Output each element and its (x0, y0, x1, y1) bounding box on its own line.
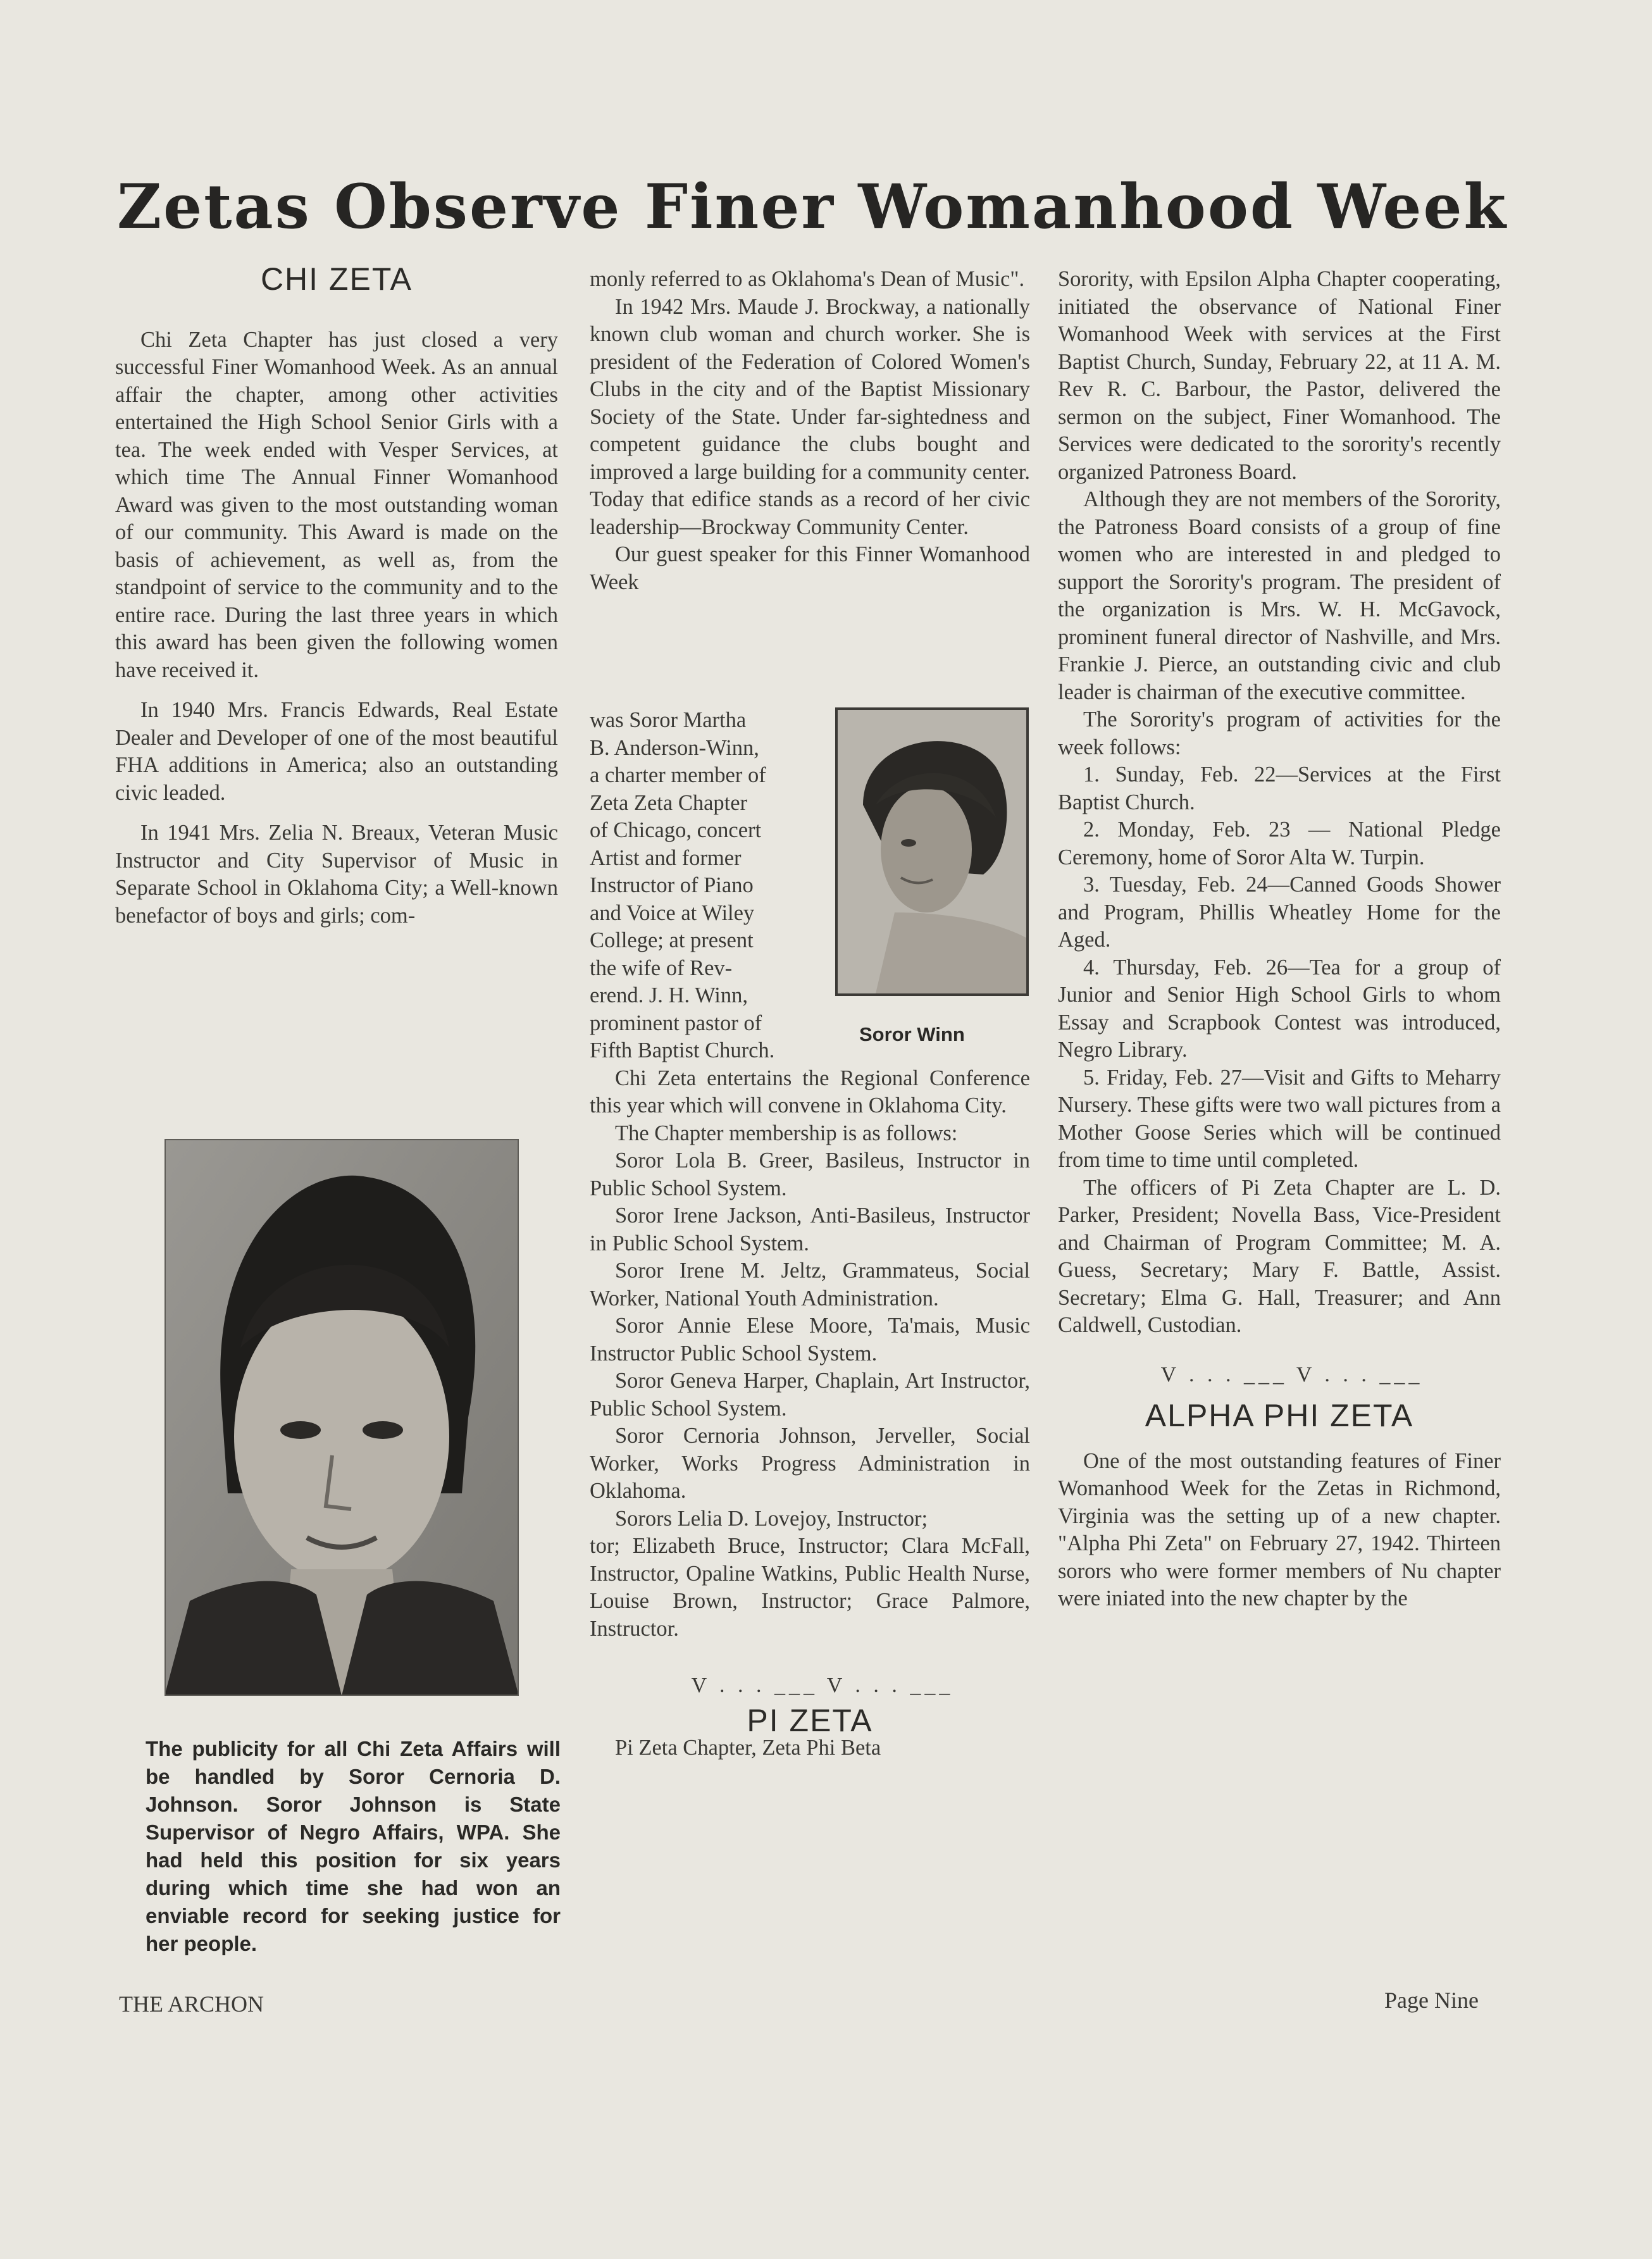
portrait-photo-johnson (165, 1139, 519, 1696)
portrait-photo-winn (835, 707, 1029, 996)
text-line: and Voice at Wiley (590, 900, 755, 925)
section-divider: V . . . ___ V . . . ___ (691, 1674, 954, 1697)
text-line: Artist and former (590, 845, 742, 870)
article-paragraph: Sorority, with Epsilon Alpha Chapter cooperating, initiated the observance of National Finer Womanhood Week with services at the First Baptist Church, Sunday, February 22, at 11 A. M. Rev R. C. Barbour, the Pastor, delivered the sermon on the subject, Finer Womanhood. The Services were dedicated to the sorority's recently organized Patroness Board. (1058, 267, 1501, 484)
text-line: a charter member of (590, 763, 766, 787)
page-title: Zetas Observe Finer Womanhood Week (117, 171, 1508, 242)
text-line: Instructor of Piano (590, 873, 754, 897)
column-pi-zeta (1058, 266, 1501, 1613)
article-paragraph: Our guest speaker for this Finner Womanhood Week (590, 542, 1030, 594)
article-paragraph: Chi Zeta Chapter has just closed a very successful Finer Womanhood Week. As an annual affair the chapter, among other activities entertained the High School Senior Girls with a tea. The week ended with Vesper Services, at which time The Annual Finner Womanhood Award was given to the most outstanding woman of our community. This Award is made on the basis of achievement, as well as, from the standpoint of service to the community and to the entire race. During the last three years in which this award has been given the following women have received it. (115, 327, 558, 682)
member-entry: Soror Lola B. Greer, Basileus, Instructor in Public School System. (590, 1148, 1030, 1200)
column-chi-zeta (115, 261, 558, 930)
footer-page-number: Page Nine (1384, 1988, 1479, 2013)
portrait-image (838, 710, 1026, 993)
member-entry: Soror Annie Elese Moore, Ta'mais, Music Instructor Public School System. (590, 1314, 1030, 1366)
section-heading-chi-zeta: CHI ZETA (260, 261, 413, 297)
article-paragraph: Pi Zeta Chapter, Zeta Phi Beta (615, 1736, 881, 1760)
article-paragraph: Fifth Baptist Church. (590, 1038, 775, 1062)
article-paragraph: The Sorority's program of activities for the week follows: (1058, 707, 1501, 759)
program-item: 2. Monday, Feb. 23 — National Pledge Ceremony, home of Soror Alta W. Turpin. (1058, 818, 1501, 869)
program-item: 1. Sunday, Feb. 22—Services at the First Baptist Church. (1058, 762, 1501, 814)
text-line: was Soror Martha (590, 708, 747, 732)
article-paragraph: Chi Zeta entertains the Regional Conference this year which will convene in Oklahoma City. (590, 1066, 1030, 1117)
winn-wrap-text (590, 707, 829, 1037)
text-line: erend. J. H. Winn, (590, 983, 748, 1007)
text-line: Zeta Zeta Chapter (590, 790, 748, 815)
member-entry: Soror Cernoria Johnson, Jerveller, Social Worker, Works Progress Administration in Oklahoma. (590, 1424, 1030, 1503)
program-item: 4. Thursday, Feb. 26—Tea for a group of Junior and Senior High School Girls to whom Essay and Scrapbook Contest was introduced, Negro Library. (1058, 955, 1501, 1062)
text-line: of Chicago, concert (590, 818, 762, 842)
member-entry: Sorors Lelia D. Lovejoy, Instructor; (615, 1506, 928, 1531)
article-paragraph: In 1942 Mrs. Maude J. Brockway, a nationally known club woman and church worker. She is president of the Federation of Colored Women's Clubs in the city and of the Baptist Missionary Society of the State. Under far-sightedness and competent guidance the clubs bought and improved a large building for a community center. Today that edifice stands as a record of her civic leadership—Brockway Community Center. (590, 294, 1030, 539)
footer-publication: THE ARCHON (119, 1991, 264, 2017)
program-item: 5. Friday, Feb. 27—Visit and Gifts to Meharry Nursery. These gifts were two wall pictures from a Mother Goose Series which will be continued from time to time until completed. (1058, 1065, 1501, 1172)
text-line: College; at present (590, 928, 754, 952)
photo-caption-winn: Soror Winn (859, 1023, 965, 1045)
member-entry: tor; Elizabeth Bruce, Instructor; Clara McFall, Instructor, Opaline Watkins, Public Health Nurse, Louise Brown, Instructor; Grace Palmore, Instructor. (590, 1534, 1030, 1641)
article-paragraph: The Chapter membership is as follows: (615, 1121, 958, 1145)
article-paragraph: In 1941 Mrs. Zelia N. Breaux, Veteran Music Instructor and City Supervisor of Music in Separate School in Oklahoma City; a Well-known benefactor of boys and girls; com- (115, 821, 558, 928)
program-item: 3. Tuesday, Feb. 24—Canned Goods Shower and Program, Phillis Wheatley Home for the Aged. (1058, 873, 1501, 952)
text-line: the wife of Rev- (590, 955, 733, 980)
text-line: prominent pastor of (590, 1011, 762, 1035)
article-paragraph: The officers of Pi Zeta Chapter are L. D. Parker, President; Novella Bass, Vice-President and Chairman of Program Committee; M. A. Guess, Secretary; Mary F. Battle, Assist. Secretary; Elma G. Hall, Treasurer; and Ann Caldwell, Custodian. (1058, 1175, 1501, 1337)
article-paragraph: In 1940 Mrs. Francis Edwards, Real Estate Dealer and Developer of one of the most beautiful FHA additions in America; also an outstanding civic leaded. (115, 698, 558, 805)
column-middle (590, 266, 1030, 596)
member-entry: Soror Irene Jackson, Anti-Basileus, Instructor in Public School System. (590, 1204, 1030, 1255)
section-heading-alpha-phi-zeta: ALPHA PHI ZETA (1145, 1398, 1414, 1433)
member-entry: Soror Irene M. Jeltz, Grammateus, Social Worker, National Youth Administration. (590, 1259, 1030, 1310)
portrait-image (165, 1139, 519, 1696)
photo-caption-johnson: The publicity for all Chi Zeta Affairs will be handled by Soror Cernoria D. Johnson. Soror Johnson is State Supervisor of Negro Affairs, WPA. She had held this position for six years during which time she had won an enviable record for seeking justice for her people. (146, 1737, 561, 1955)
section-heading-pi-zeta: PI ZETA (747, 1702, 873, 1738)
member-entry: Soror Geneva Harper, Chaplain, Art Instructor, Public School System. (590, 1369, 1030, 1421)
article-paragraph: monly referred to as Oklahoma's Dean of Music". (590, 267, 1025, 291)
text-line: B. Anderson-Winn, (590, 735, 759, 760)
section-divider: V . . . ___ V . . . ___ (1160, 1362, 1424, 1386)
article-paragraph: One of the most outstanding features of Finer Womanhood Week for the Zetas in Richmond, Virginia was the setting up of a new chapter. "Alpha Phi Zeta" on February 27, 1942. Thirteen sorors who were former members of Nu chapter were iniated into the new chapter by the (1058, 1448, 1501, 1610)
article-paragraph: Although they are not members of the Sorority, the Patroness Board consists of a group of fine women who are interested in and pledged to support the Sorority's program. The president of the organization is Mrs. W. H. McGavock, prominent funeral director of Nashville, and Mrs. Frankie J. Pierce, an outstanding civic and club leader is chairman of the executive committee. (1058, 487, 1501, 704)
column-middle-lower (590, 1037, 1030, 1762)
